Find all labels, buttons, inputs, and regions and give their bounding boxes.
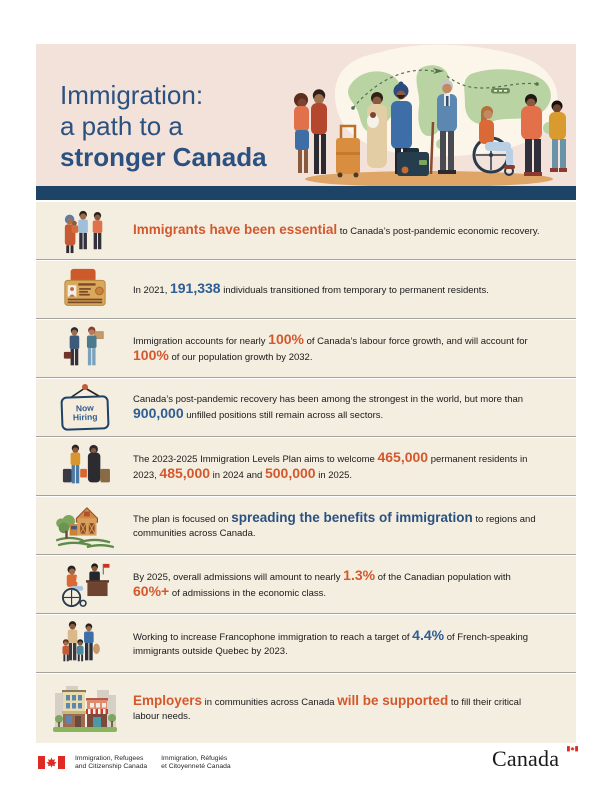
canada-wordmark bbox=[492, 746, 576, 774]
fact-row-regions bbox=[36, 497, 576, 555]
text-segment: of the Canadian population with bbox=[375, 572, 511, 583]
text-segment: Employers bbox=[133, 693, 203, 708]
text-segment: Working to increase Francophone immigration to reach a target of bbox=[133, 632, 413, 643]
wordmark-flag-icon bbox=[567, 746, 578, 752]
text-segment: in communities across Canada bbox=[202, 697, 338, 708]
fact-row-essential bbox=[36, 202, 576, 260]
text-segment: permanent residents in 2023, bbox=[133, 454, 528, 481]
dept-en-line1: Immigration, Refugees bbox=[75, 755, 144, 762]
text-segment: to fill their critical labour needs. bbox=[133, 697, 522, 722]
text-segment: 4.4% bbox=[412, 627, 445, 643]
sign-line-2: Hiring bbox=[72, 411, 98, 422]
now-hiring-sign-icon bbox=[36, 383, 133, 433]
text-segment: 485,000 bbox=[159, 464, 211, 481]
fact-text bbox=[133, 511, 576, 540]
travellers-icon bbox=[36, 443, 133, 491]
fact-text bbox=[133, 393, 576, 422]
fact-text bbox=[133, 629, 576, 658]
francophone-family-icon bbox=[36, 620, 133, 668]
text-segment: will be supported bbox=[337, 693, 449, 708]
text-segment: Canada’s post-pandemic recovery has been among the strongest in the world, but more than bbox=[133, 394, 524, 405]
text-segment: to Canada’s post-pandemic economic recovery. bbox=[337, 225, 540, 237]
workers-icon bbox=[36, 325, 133, 373]
text-segment: of Canada’s labour force growth, and will account for bbox=[303, 336, 528, 347]
text-segment: The plan is focused on bbox=[133, 514, 232, 525]
fact-text bbox=[133, 569, 576, 600]
text-segment: 465,000 bbox=[377, 449, 429, 465]
text-segment: of admissions in the economic class. bbox=[169, 587, 327, 599]
community-buildings-icon bbox=[36, 683, 133, 735]
pr-card-icon bbox=[36, 266, 133, 314]
fact-row-unfilled-positions bbox=[36, 379, 576, 437]
fact-row-admissions bbox=[36, 556, 576, 614]
fact-text bbox=[133, 333, 576, 364]
immigrants-world-map-illustration bbox=[281, 44, 576, 186]
divider-bar bbox=[36, 186, 576, 200]
text-segment: 100% bbox=[133, 346, 169, 363]
text-segment: 500,000 bbox=[264, 464, 316, 481]
text-segment: In 2021, bbox=[133, 284, 170, 296]
farm-icon bbox=[36, 502, 133, 550]
text-segment: 100% bbox=[268, 331, 304, 347]
citizenship-ceremony-icon bbox=[36, 561, 133, 609]
text-segment: 1.3% bbox=[343, 567, 376, 583]
department-signature bbox=[38, 755, 245, 772]
text-segment: spreading the benefits of immigration bbox=[231, 510, 473, 525]
couple-figures bbox=[294, 89, 327, 174]
text-segment: 191,338 bbox=[169, 279, 221, 296]
title-line-2: a path to a bbox=[60, 111, 183, 141]
family-icon bbox=[36, 207, 133, 255]
fact-row-labour-force bbox=[36, 320, 576, 378]
fact-row-levels-plan bbox=[36, 438, 576, 496]
fact-row-employers bbox=[36, 674, 576, 743]
text-segment: to regions and communities across Canada. bbox=[133, 514, 536, 539]
text-segment: individuals transitioned from temporary to permanent residents. bbox=[220, 284, 489, 296]
text-segment: By 2025, overall admissions will amount to nearly bbox=[133, 572, 344, 583]
dark-suitcase bbox=[397, 148, 429, 176]
text-segment: of our population growth by 2032. bbox=[168, 351, 313, 363]
dept-fr-line2: et Citoyenneté Canada bbox=[161, 763, 231, 771]
canada-wordmark-text: Canada bbox=[492, 746, 560, 771]
text-segment: unfilled positions still remain across all sectors. bbox=[183, 409, 384, 421]
text-segment: Immigrants have been essential bbox=[133, 221, 338, 237]
title-line-1: Immigration: bbox=[60, 80, 204, 110]
department-name-en bbox=[75, 755, 147, 772]
dept-fr-line1: Immigration, Réfugiés bbox=[161, 755, 228, 762]
fact-rows bbox=[36, 202, 576, 743]
maple-leaf-icon bbox=[46, 758, 56, 768]
text-segment: in 2024 and bbox=[210, 469, 265, 481]
text-segment: of French-speaking immigrants outside Quebec by 2023. bbox=[133, 632, 529, 657]
now-hiring-board bbox=[60, 395, 109, 431]
text-segment: 60%+ bbox=[133, 582, 170, 599]
sign-line-1: Now bbox=[75, 401, 94, 413]
text-segment: 900,000 bbox=[133, 404, 184, 421]
department-name-fr bbox=[161, 755, 231, 772]
canada-flag-icon bbox=[38, 756, 65, 769]
fact-row-transitions bbox=[36, 261, 576, 319]
title-line-3: stronger Canada bbox=[60, 142, 267, 172]
dept-en-line2: and Citizenship Canada bbox=[75, 763, 148, 771]
fact-text bbox=[133, 223, 576, 239]
text-segment: in 2025. bbox=[315, 469, 353, 481]
fact-row-francophone bbox=[36, 615, 576, 673]
fact-text bbox=[133, 279, 576, 298]
fact-text bbox=[133, 694, 576, 723]
page-title bbox=[60, 80, 267, 173]
text-segment: Immigration accounts for nearly bbox=[133, 336, 269, 347]
text-segment: The 2023-2025 Immigration Levels Plan aims to welcome bbox=[133, 454, 378, 465]
fact-text bbox=[133, 451, 576, 482]
header-banner bbox=[36, 44, 576, 186]
